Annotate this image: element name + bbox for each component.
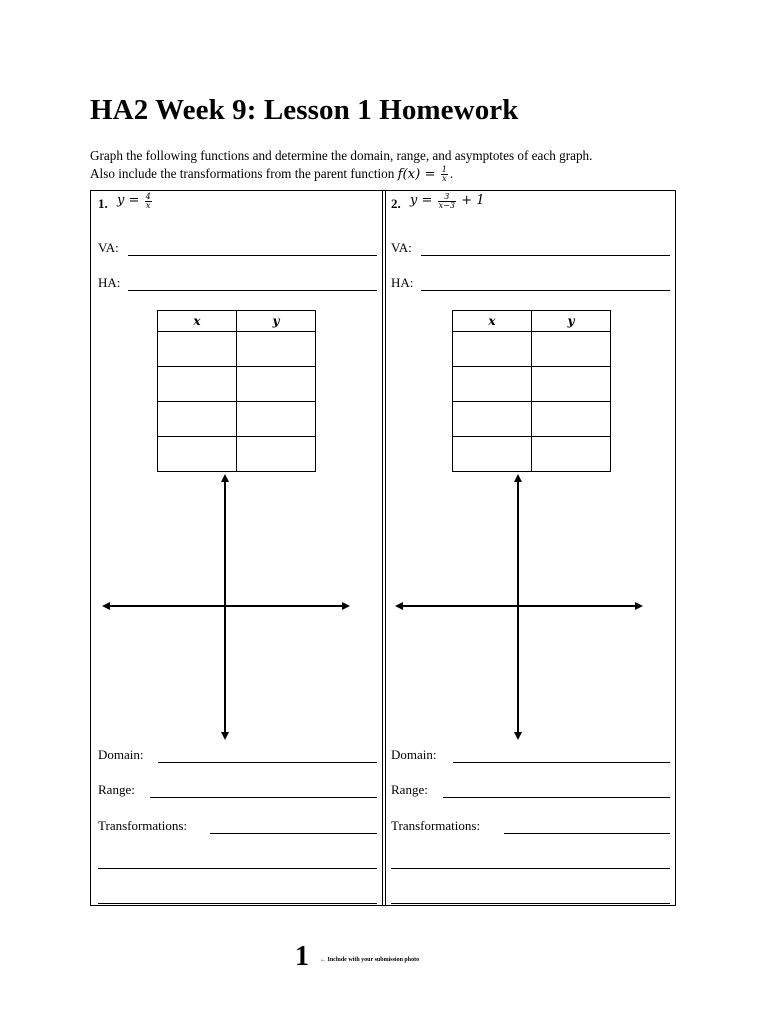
range-label: Range: xyxy=(391,782,428,797)
function-lhs: y = xyxy=(117,193,140,208)
parent-function-denominator: x xyxy=(442,174,447,184)
table-cell[interactable] xyxy=(532,402,611,437)
coordinate-axes[interactable] xyxy=(90,470,383,745)
ha-label: HA: xyxy=(391,275,414,290)
va-answer-line[interactable] xyxy=(128,255,377,256)
transformations-answer-line-3[interactable] xyxy=(391,903,670,904)
transformations-answer-line[interactable] xyxy=(504,833,670,834)
table-cell[interactable] xyxy=(237,367,316,402)
table-header-y: y xyxy=(237,311,316,332)
problem-panel-1 xyxy=(90,190,383,906)
coordinate-axes[interactable] xyxy=(383,470,676,745)
submission-note: ← Include with your submission photo xyxy=(320,957,420,963)
problem-number: 2. xyxy=(391,196,401,211)
parent-function-fraction xyxy=(441,166,448,183)
page-number: 1 xyxy=(295,941,309,972)
table-cell[interactable] xyxy=(532,332,611,367)
table-row xyxy=(158,367,316,402)
table-cell[interactable] xyxy=(453,367,532,402)
table-row xyxy=(158,332,316,367)
table-cell[interactable] xyxy=(237,332,316,367)
page-title: HA2 Week 9: Lesson 1 Homework xyxy=(90,94,519,126)
problem-panel-2 xyxy=(383,190,676,906)
instructions-line-1: Graph the following functions and determine the domain, range, and asymptotes of each graph. xyxy=(90,148,593,163)
table-cell[interactable] xyxy=(237,437,316,472)
function-lhs: y = xyxy=(410,193,433,208)
table-cell[interactable] xyxy=(158,367,237,402)
table-cell[interactable] xyxy=(532,437,611,472)
range-answer-line[interactable] xyxy=(150,797,377,798)
table-row xyxy=(453,367,611,402)
transformations-answer-line-2[interactable] xyxy=(98,868,377,869)
va-answer-line[interactable] xyxy=(421,255,670,256)
table-header-y: y xyxy=(532,311,611,332)
table-cell[interactable] xyxy=(453,402,532,437)
function-numerator: 3 xyxy=(444,191,450,201)
table-cell[interactable] xyxy=(532,367,611,402)
table-cell[interactable] xyxy=(453,332,532,367)
range-answer-line[interactable] xyxy=(443,797,670,798)
ha-answer-line[interactable] xyxy=(128,290,377,291)
table-header-x: x xyxy=(453,311,532,332)
function-fraction xyxy=(145,193,152,210)
domain-label: Domain: xyxy=(391,747,437,762)
function-denominator: x xyxy=(145,200,151,210)
transformations-label: Transformations: xyxy=(98,818,188,833)
transformations-answer-line[interactable] xyxy=(210,833,377,834)
table-row xyxy=(453,402,611,437)
function-tail: + 1 xyxy=(461,193,485,208)
va-label: VA: xyxy=(98,240,119,255)
table-cell[interactable] xyxy=(237,402,316,437)
ha-answer-line[interactable] xyxy=(421,290,670,291)
domain-answer-line[interactable] xyxy=(158,762,377,763)
transformations-answer-line-3[interactable] xyxy=(98,903,377,904)
table-cell[interactable] xyxy=(158,437,237,472)
function-denominator: x−3 xyxy=(438,200,455,210)
transformations-label: Transformations: xyxy=(391,818,481,833)
table-row xyxy=(158,437,316,472)
instructions-line-2 xyxy=(90,165,690,184)
table-cell[interactable] xyxy=(453,437,532,472)
table-row xyxy=(158,402,316,437)
table-row xyxy=(453,332,611,367)
table-cell[interactable] xyxy=(158,402,237,437)
domain-label: Domain: xyxy=(98,747,144,762)
instructions-line-2-text: Also include the transformations from the parent function xyxy=(90,166,395,181)
instructions xyxy=(90,147,690,184)
xy-table xyxy=(452,310,611,472)
range-label: Range: xyxy=(98,782,135,797)
domain-answer-line[interactable] xyxy=(453,762,670,763)
table-header-x: x xyxy=(158,311,237,332)
table-cell[interactable] xyxy=(158,332,237,367)
function-fraction xyxy=(438,193,456,210)
table-header-row xyxy=(453,311,611,332)
table-row xyxy=(453,437,611,472)
problem-function xyxy=(410,192,484,210)
parent-function-lhs: f(x) = xyxy=(397,167,436,182)
table-header-row xyxy=(158,311,316,332)
problem-number: 1. xyxy=(98,196,108,211)
problem-function xyxy=(117,192,154,210)
transformations-answer-line-2[interactable] xyxy=(391,868,670,869)
parent-function-period: . xyxy=(449,166,454,181)
xy-table xyxy=(157,310,316,472)
va-label: VA: xyxy=(391,240,412,255)
parent-function-numerator: 1 xyxy=(441,165,447,175)
ha-label: HA: xyxy=(98,275,121,290)
function-numerator: 4 xyxy=(145,191,151,201)
